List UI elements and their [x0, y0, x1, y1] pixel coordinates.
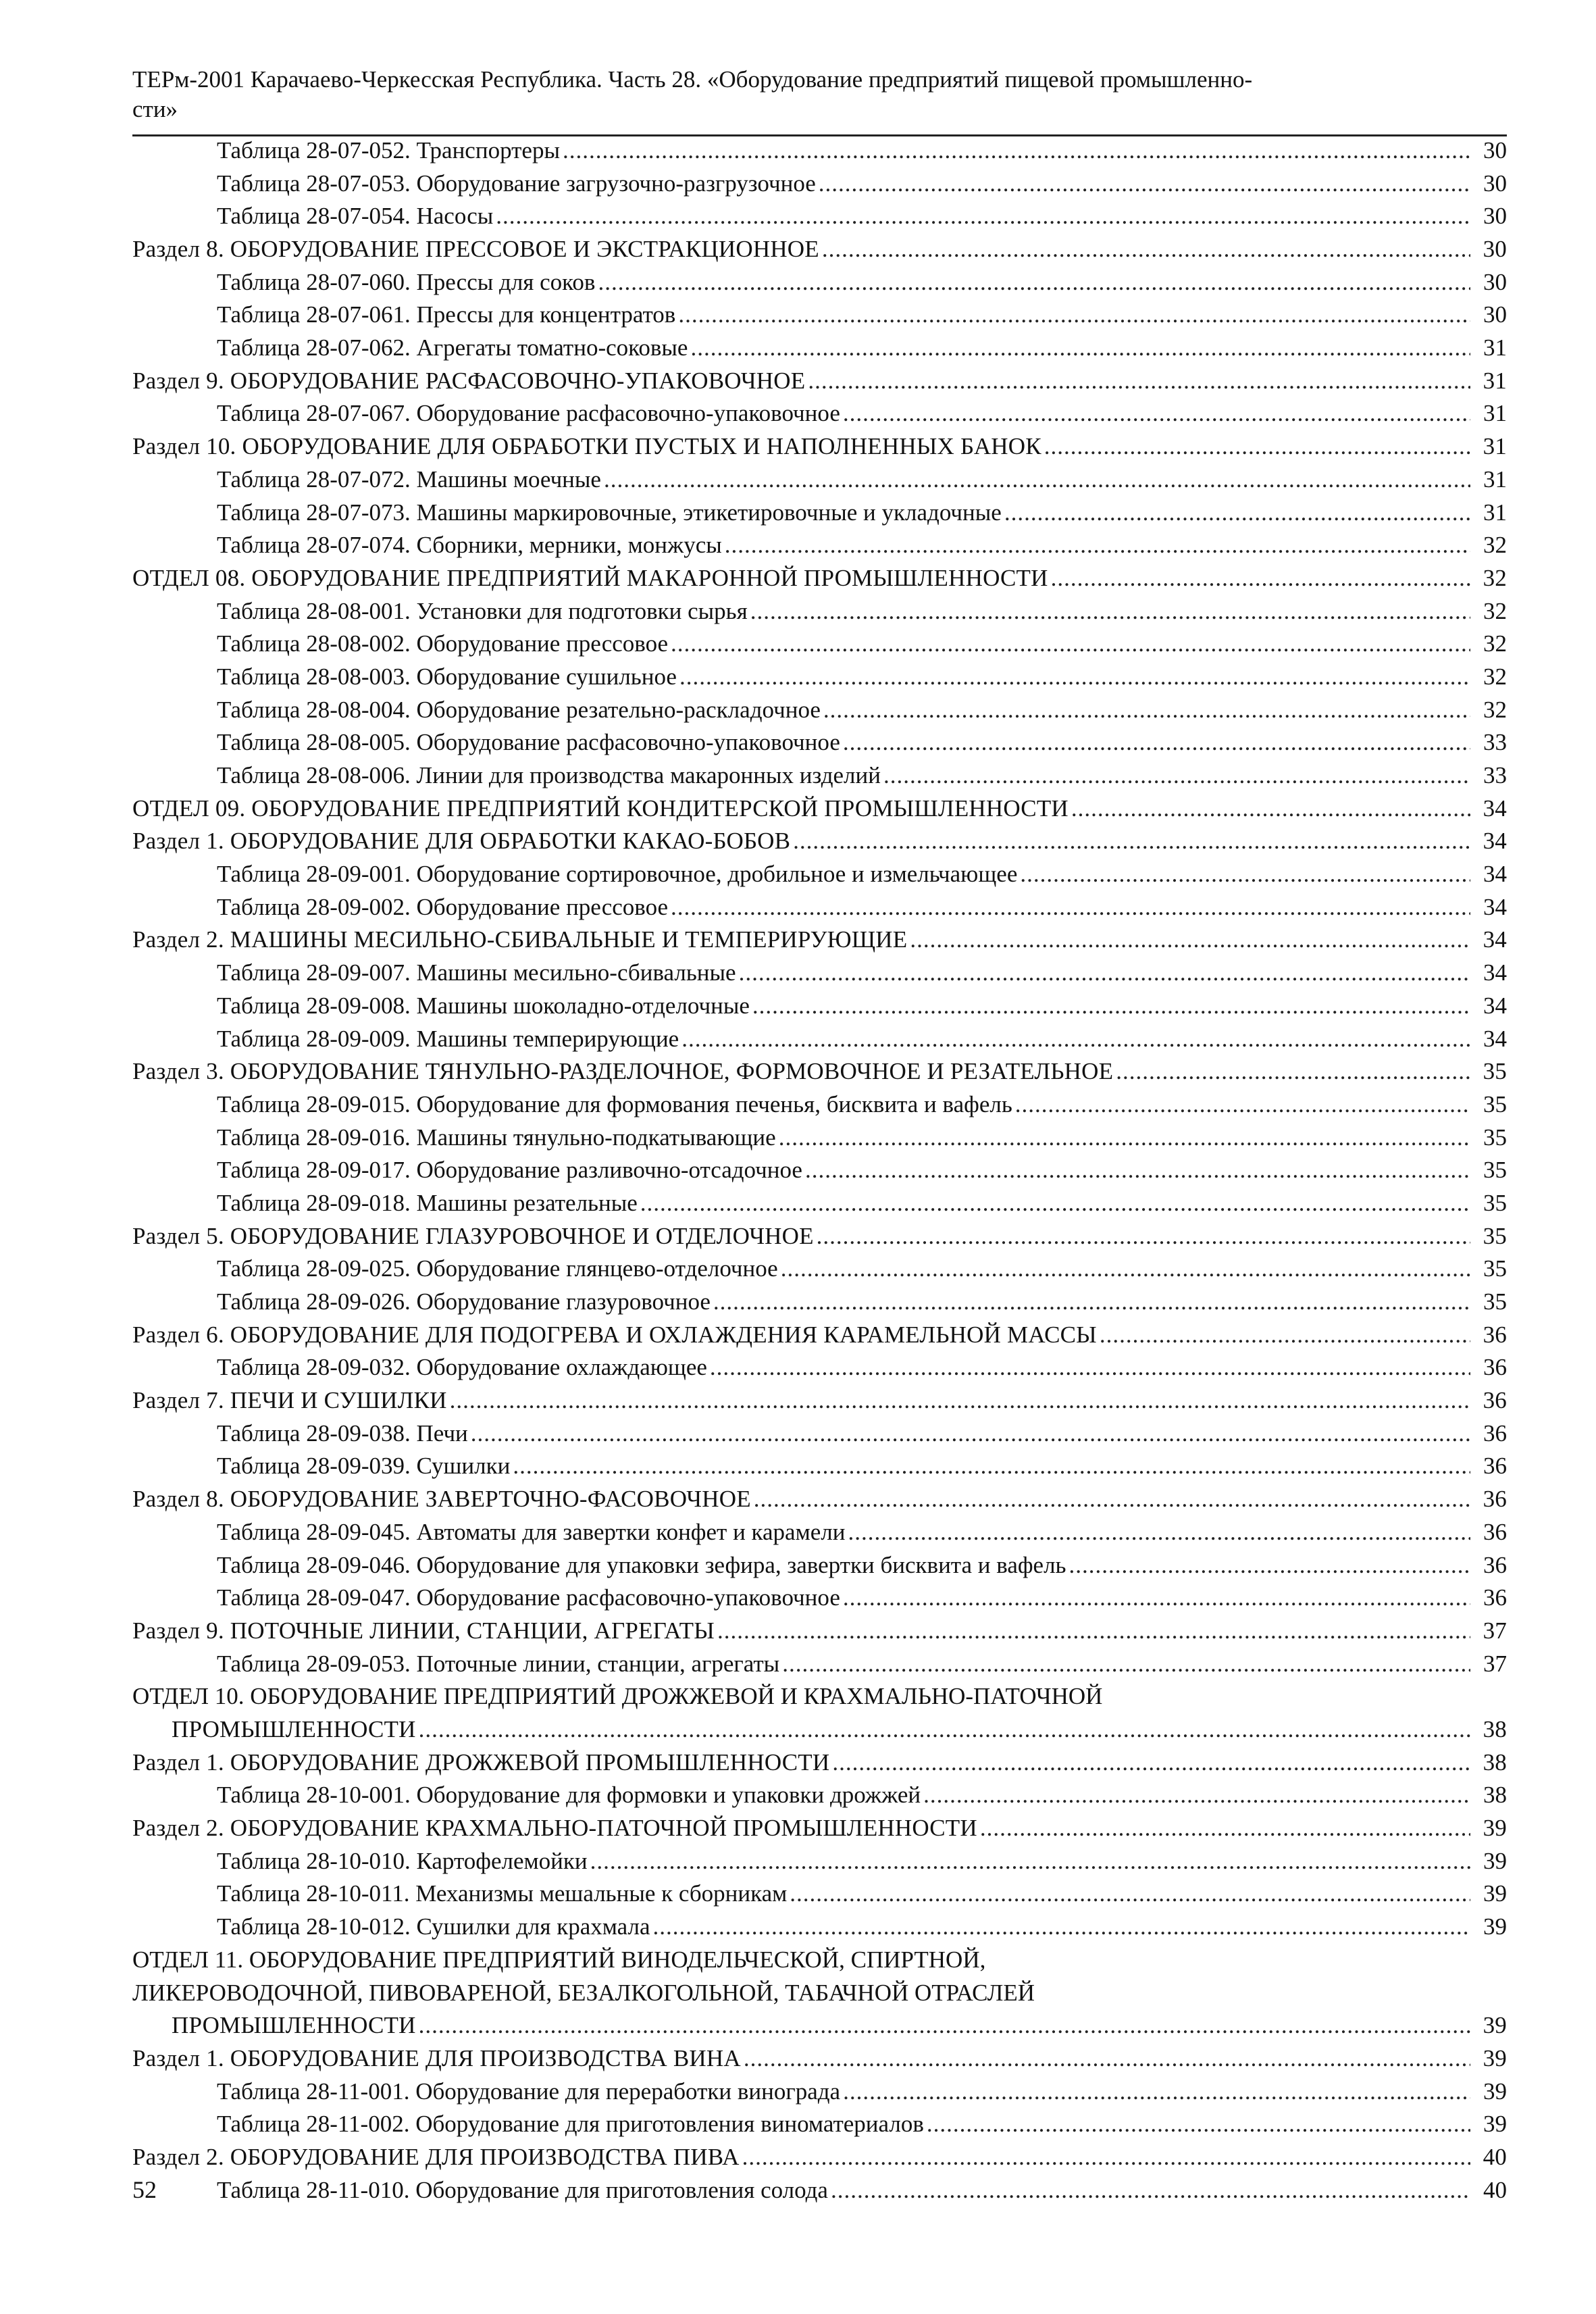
toc-page-number: 34 — [1483, 828, 1507, 855]
toc-table-entry[interactable] — [132, 1878, 1507, 1911]
dot-leader — [843, 726, 1470, 759]
toc-page-number: 32 — [1483, 630, 1507, 657]
toc-page-number: 30 — [1483, 236, 1507, 263]
toc-page-number: 39 — [1483, 1913, 1507, 1940]
toc-table-entry[interactable] — [132, 2076, 1507, 2109]
dot-leader — [1069, 1549, 1470, 1582]
toc-table-entry[interactable] — [132, 200, 1507, 233]
toc-entry-title: Раздел 9. ОБОРУДОВАНИЕ РАСФАСОВОЧНО-УПАКОВОЧНОЕ — [132, 367, 806, 394]
toc-entry-title: Раздел 8. ОБОРУДОВАНИЕ ЗАВЕРТОЧНО-ФАСОВОЧНОЕ — [132, 1486, 751, 1513]
toc-entry-title: Раздел 3. ОБОРУДОВАНИЕ ТЯНУЛЬНО-РАЗДЕЛОЧНОЕ, ФОРМОВОЧНОЕ И РЕЗАТЕЛЬНОЕ — [132, 1058, 1114, 1085]
toc-entry-title: Таблица 28-10-011. Механизмы мешальные к сборникам — [217, 1880, 788, 1907]
dot-leader — [419, 2009, 1470, 2042]
toc-page-number: 36 — [1483, 1453, 1507, 1480]
dot-leader — [604, 463, 1470, 497]
page-number: 52 — [132, 2176, 157, 2203]
toc-page-number: 39 — [1483, 2111, 1507, 2138]
toc-page-number: 31 — [1483, 367, 1507, 394]
toc-section-entry[interactable] — [132, 2009, 1507, 2042]
dot-leader — [843, 2076, 1470, 2109]
toc-entry-title: Таблица 28-09-017. Оборудование разливочно-отсадочное — [217, 1157, 802, 1184]
dot-leader — [1015, 1088, 1470, 1122]
toc-page-number: 32 — [1483, 663, 1507, 690]
toc-table-entry[interactable] — [132, 1516, 1507, 1549]
toc-section-entry[interactable] — [132, 1220, 1507, 1253]
toc-table-entry[interactable] — [132, 299, 1507, 332]
dot-leader — [671, 891, 1470, 924]
toc-section-entry[interactable] — [132, 1615, 1507, 1648]
toc-page-number: 36 — [1483, 1354, 1507, 1381]
dot-leader — [653, 1911, 1470, 1944]
toc-page-number: 35 — [1483, 1124, 1507, 1151]
toc-page-number: 40 — [1483, 2143, 1507, 2170]
toc-table-entry[interactable] — [132, 1088, 1507, 1122]
toc-entry-title: Таблица 28-07-073. Машины маркировочные, этикетировочные и укладочные — [217, 499, 1002, 526]
dot-leader — [419, 1713, 1470, 1746]
toc-table-entry[interactable] — [132, 595, 1507, 628]
toc-table-entry[interactable] — [132, 1648, 1507, 1681]
toc-table-entry[interactable] — [132, 497, 1507, 530]
toc-entry-title: Таблица 28-11-001. Оборудование для переработки винограда — [217, 2078, 841, 2105]
toc-page-number: 34 — [1483, 795, 1507, 822]
toc-entry-title: Таблица 28-08-002. Оборудование прессовое — [217, 630, 669, 657]
toc-page-number: 34 — [1483, 861, 1507, 888]
toc-entry-title: Таблица 28-09-018. Машины резательные — [217, 1189, 638, 1216]
dot-leader — [739, 957, 1470, 990]
toc-table-entry[interactable] — [132, 168, 1507, 201]
toc-table-entry[interactable] — [132, 1286, 1507, 1319]
toc-section-entry[interactable] — [132, 1483, 1507, 1516]
dot-leader — [1071, 793, 1470, 826]
dot-leader — [848, 1516, 1470, 1549]
toc-section-entry[interactable] — [132, 1713, 1507, 1746]
dot-leader — [713, 1286, 1470, 1319]
toc-section-entry[interactable] — [132, 1812, 1507, 1845]
toc-section-entry[interactable] — [132, 924, 1507, 957]
toc-page-number: 36 — [1483, 1551, 1507, 1578]
toc-page-number: 33 — [1483, 729, 1507, 756]
toc-entry-title: ОТДЕЛ 09. ОБОРУДОВАНИЕ ПРЕДПРИЯТИЙ КОНДИТЕРСКОЙ ПРОМЫШЛЕННОСТИ — [132, 795, 1069, 822]
dot-leader — [681, 1023, 1470, 1056]
dot-leader — [843, 397, 1470, 430]
toc-entry-title: Таблица 28-07-060. Прессы для соков — [217, 268, 596, 295]
toc-page-number: 32 — [1483, 597, 1507, 624]
toc-entry-title: Таблица 28-09-032. Оборудование охлаждающее — [217, 1354, 707, 1381]
toc-entry-title: Таблица 28-08-003. Оборудование сушильное — [217, 663, 677, 690]
toc-heading-line: ЛИКЕРОВОДОЧНОЙ, ПИВОВАРЕНОЙ, БЕЗАЛКОГОЛЬНОЙ, ТАБАЧНОЙ ОТРАСЛЕЙ — [132, 1979, 1035, 2006]
toc-entry-title: Раздел 1. ОБОРУДОВАНИЕ ДРОЖЖЕВОЙ ПРОМЫШЛЕННОСТИ — [132, 1749, 830, 1776]
running-header — [132, 65, 1507, 124]
toc-entry-title: Раздел 1. ОБОРУДОВАНИЕ ДЛЯ ПРОИЗВОДСТВА ВИНА — [132, 2044, 741, 2071]
toc-entry-title: Таблица 28-07-067. Оборудование расфасовочно-упаковочное — [217, 400, 840, 427]
dot-leader — [805, 1154, 1470, 1187]
toc-page-number: 38 — [1483, 1715, 1507, 1742]
dot-leader — [690, 332, 1470, 365]
toc-entry-title: Таблица 28-08-001. Установки для подготовки сырья — [217, 597, 748, 624]
toc-table-entry[interactable] — [132, 1549, 1507, 1582]
dot-leader — [1116, 1055, 1470, 1088]
toc-entry-title: Таблица 28-09-053. Поточные линии, станции, агрегаты — [217, 1650, 780, 1677]
dot-leader — [782, 1648, 1470, 1681]
toc-section-entry[interactable] — [132, 1384, 1507, 1417]
toc-table-entry[interactable] — [132, 1779, 1507, 1812]
toc-entry-title: Таблица 28-10-012. Сушилки для крахмала — [217, 1913, 650, 1940]
toc-entry-title: Раздел 1. ОБОРУДОВАНИЕ ДЛЯ ОБРАБОТКИ КАКАО-БОБОВ — [132, 828, 791, 855]
toc-table-entry[interactable] — [132, 1351, 1507, 1384]
toc-page-number: 39 — [1483, 2044, 1507, 2071]
toc-page-number: 34 — [1483, 992, 1507, 1019]
dot-leader — [513, 1450, 1470, 1483]
dot-leader — [752, 990, 1470, 1023]
dot-leader — [598, 266, 1470, 299]
dot-leader — [832, 1746, 1470, 1780]
toc-table-entry[interactable] — [132, 463, 1507, 497]
toc-page-number: 39 — [1483, 1847, 1507, 1874]
dot-leader — [671, 628, 1470, 661]
toc-entry-title: Раздел 5. ОБОРУДОВАНИЕ ГЛАЗУРОВОЧНОЕ И ОТДЕЛОЧНОЕ — [132, 1222, 814, 1249]
toc-page-number: 32 — [1483, 696, 1507, 723]
toc-page-number: 40 — [1483, 2176, 1507, 2203]
toc-page-number: 34 — [1483, 959, 1507, 986]
toc-table-entry[interactable] — [132, 134, 1507, 168]
dot-leader — [790, 1878, 1470, 1911]
toc-table-entry[interactable] — [132, 694, 1507, 727]
toc-table-entry[interactable] — [132, 1023, 1507, 1056]
dot-leader — [471, 1417, 1470, 1451]
toc-entry-title: Таблица 28-09-007. Машины месильно-сбивальные — [217, 959, 736, 986]
toc-entry-title: Таблица 28-09-046. Оборудование для упаковки зефира, завертки бисквита и вафель — [217, 1551, 1066, 1578]
toc-entry-title: Раздел 6. ОБОРУДОВАНИЕ ДЛЯ ПОДОГРЕВА И ОХЛАЖДЕНИЯ КАРАМЕЛЬНОЙ МАССЫ — [132, 1321, 1097, 1348]
toc-entry-title: Раздел 9. ПОТОЧНЫЕ ЛИНИИ, СТАНЦИИ, АГРЕГАТЫ — [132, 1617, 715, 1644]
toc-page-number: 34 — [1483, 926, 1507, 953]
dot-leader — [750, 595, 1470, 628]
dot-leader — [640, 1187, 1470, 1220]
dot-leader — [679, 661, 1470, 694]
toc-entry-title: Таблица 28-09-045. Автоматы для завертки конфет и карамели — [217, 1518, 846, 1545]
toc-entry-title: Таблица 28-11-002. Оборудование для приготовления виноматериалов — [217, 2111, 924, 2138]
toc-table-entry[interactable] — [132, 332, 1507, 365]
toc-table-entry[interactable] — [132, 1187, 1507, 1220]
dot-leader — [710, 1351, 1470, 1384]
dot-leader — [927, 2108, 1470, 2141]
running-header-line: сти» — [132, 96, 178, 122]
toc-page-number: 39 — [1483, 1815, 1507, 1842]
dot-leader — [1051, 562, 1470, 595]
toc-page-number: 34 — [1483, 893, 1507, 920]
toc-table-entry[interactable] — [132, 1253, 1507, 1286]
toc-entry-title: Таблица 28-09-008. Машины шоколадно-отделочные — [217, 992, 750, 1019]
toc-table-entry[interactable] — [132, 957, 1507, 990]
toc-entry-title: Таблица 28-07-061. Прессы для концентратов — [217, 301, 676, 328]
toc-page-number: 30 — [1483, 203, 1507, 230]
toc-page-number: 30 — [1483, 170, 1507, 197]
dot-leader — [450, 1384, 1470, 1417]
toc-table-entry[interactable] — [132, 1154, 1507, 1187]
toc-entry-title: Таблица 28-11-010. Оборудование для приготовления солода — [217, 2176, 828, 2203]
dot-leader — [754, 1483, 1470, 1516]
toc-table-entry[interactable] — [132, 628, 1507, 661]
toc-entry-title: Таблица 28-09-015. Оборудование для формования печенья, бисквита и вафель — [217, 1090, 1012, 1117]
toc-page-number: 35 — [1483, 1255, 1507, 1282]
toc-page-number: 32 — [1483, 564, 1507, 591]
toc-table-entry[interactable] — [132, 1451, 1507, 1484]
dot-leader — [910, 924, 1470, 957]
toc-heading-line: ОТДЕЛ 11. ОБОРУДОВАНИЕ ПРЕДПРИЯТИЙ ВИНОДЕЛЬЧЕСКОЙ, СПИРТНОЙ, — [132, 1946, 986, 1973]
dot-leader — [823, 694, 1470, 727]
toc-page-number: 36 — [1483, 1584, 1507, 1611]
toc-page-number: 39 — [1483, 2078, 1507, 2105]
toc-heading-line: ОТДЕЛ 10. ОБОРУДОВАНИЕ ПРЕДПРИЯТИЙ ДРОЖЖЕВОЙ И КРАХМАЛЬНО-ПАТОЧНОЙ — [132, 1683, 1103, 1710]
toc-page-number: 36 — [1483, 1518, 1507, 1545]
toc-page-number: 35 — [1483, 1157, 1507, 1184]
dot-leader — [744, 2042, 1470, 2076]
dot-leader — [817, 1220, 1470, 1253]
toc-page-number: 33 — [1483, 762, 1507, 789]
dot-leader — [779, 1122, 1470, 1155]
toc-entry-title: Раздел 8. ОБОРУДОВАНИЕ ПРЕССОВОЕ И ЭКСТРАКЦИОННОЕ — [132, 236, 819, 263]
toc-entry-title: Таблица 28-07-054. Насосы — [217, 203, 494, 230]
toc-entry-title: Таблица 28-08-005. Оборудование расфасовочно-упаковочное — [217, 729, 840, 756]
toc-entry-title: ПРОМЫШЛЕННОСТИ — [172, 2012, 416, 2039]
dot-leader — [843, 1582, 1470, 1615]
running-header-line: ТЕРм-2001 Карачаево-Черкесская Республика. Часть 28. «Оборудование предприятий пищевой промышленно- — [132, 66, 1253, 93]
toc-table-entry[interactable] — [132, 2108, 1507, 2141]
toc-section-entry[interactable] — [132, 2042, 1507, 2076]
toc-section-entry[interactable] — [132, 365, 1507, 398]
dot-leader — [883, 759, 1470, 793]
toc-section-entry[interactable] — [132, 1055, 1507, 1088]
toc-section-entry[interactable] — [132, 233, 1507, 266]
toc-page-number: 32 — [1483, 532, 1507, 559]
dot-leader — [831, 2174, 1470, 2207]
toc-table-entry[interactable] — [132, 759, 1507, 793]
toc-page-number: 35 — [1483, 1058, 1507, 1085]
toc-entry-title: Таблица 28-10-001. Оборудование для формовки и упаковки дрожжей — [217, 1782, 921, 1809]
toc-page-number: 35 — [1483, 1189, 1507, 1216]
toc-page-number: 36 — [1483, 1321, 1507, 1348]
toc-entry-title: Таблица 28-08-004. Оборудование резательно-раскладочное — [217, 696, 821, 723]
toc-page-number: 31 — [1483, 334, 1507, 361]
dot-leader — [1044, 430, 1470, 463]
dot-leader — [781, 1253, 1470, 1286]
dot-leader — [980, 1812, 1470, 1845]
toc-entry-title: Таблица 28-07-062. Агрегаты томатно-соковые — [217, 334, 688, 361]
toc-table-entry[interactable] — [132, 726, 1507, 759]
dot-leader — [678, 299, 1470, 332]
toc-entry-title: Таблица 28-07-052. Транспортеры — [217, 136, 560, 164]
toc-page-number: 35 — [1483, 1288, 1507, 1315]
dot-leader — [725, 529, 1470, 562]
toc-page-number: 36 — [1483, 1387, 1507, 1414]
toc-section-entry[interactable] — [132, 1746, 1507, 1780]
toc-entry-title: Раздел 2. МАШИНЫ МЕСИЛЬНО-СБИВАЛЬНЫЕ И ТЕМПЕРИРУЮЩИЕ — [132, 926, 908, 953]
toc-table-entry[interactable] — [132, 529, 1507, 562]
toc-page-number: 36 — [1483, 1419, 1507, 1447]
dot-leader — [822, 233, 1470, 266]
toc-page-number: 39 — [1483, 1880, 1507, 1907]
toc-entry-title: Таблица 28-09-038. Печи — [217, 1419, 468, 1447]
toc-table-entry[interactable] — [132, 990, 1507, 1023]
dot-leader — [808, 365, 1470, 398]
toc-table-entry[interactable] — [132, 1911, 1507, 1944]
toc-entry-title: Таблица 28-09-039. Сушилки — [217, 1453, 511, 1480]
toc-table-entry[interactable] — [132, 266, 1507, 299]
toc-entry-title: Таблица 28-07-053. Оборудование загрузочно-разгрузочное — [217, 170, 816, 197]
dot-leader — [717, 1615, 1470, 1648]
toc-entry-title: Таблица 28-09-025. Оборудование глянцево-отделочное — [217, 1255, 778, 1282]
toc-section-entry[interactable] — [132, 2141, 1507, 2174]
toc-entry-title: Таблица 28-09-002. Оборудование прессовое — [217, 893, 669, 920]
toc-entry-title: Раздел 2. ОБОРУДОВАНИЕ КРАХМАЛЬНО-ПАТОЧНОЙ ПРОМЫШЛЕННОСТИ — [132, 1815, 977, 1842]
toc-page-number: 36 — [1483, 1486, 1507, 1513]
toc-page-number: 39 — [1483, 2012, 1507, 2039]
toc-section-entry[interactable] — [132, 1319, 1507, 1352]
toc-table-entry[interactable] — [132, 398, 1507, 431]
toc-page-number: 31 — [1483, 400, 1507, 427]
dot-leader — [923, 1779, 1470, 1812]
toc-entry-title: Раздел 10. ОБОРУДОВАНИЕ ДЛЯ ОБРАБОТКИ ПУСТЫХ И НАПОЛНЕННЫХ БАНОК — [132, 433, 1041, 460]
dot-leader — [590, 1845, 1470, 1878]
toc-page-number: 31 — [1483, 499, 1507, 526]
toc-entry-title: Таблица 28-07-072. Машины моечные — [217, 466, 601, 493]
toc-page-number: 34 — [1483, 1025, 1507, 1052]
toc-table-entry[interactable] — [132, 2174, 1507, 2207]
toc-entry-title: Таблица 28-09-009. Машины темперирующие — [217, 1025, 679, 1052]
toc-section-entry[interactable] — [132, 825, 1507, 858]
table-of-contents — [132, 134, 1507, 2207]
toc-page-number: 37 — [1483, 1617, 1507, 1644]
toc-entry-title: ОТДЕЛ 08. ОБОРУДОВАНИЕ ПРЕДПРИЯТИЙ МАКАРОННОЙ ПРОМЫШЛЕННОСТИ — [132, 564, 1048, 591]
toc-entry-title: Таблица 28-09-001. Оборудование сортировочное, дробильное и измельчающее — [217, 861, 1018, 888]
toc-page-number: 30 — [1483, 268, 1507, 295]
dot-leader — [819, 168, 1470, 201]
dot-leader — [742, 2141, 1470, 2174]
toc-entry-title: Таблица 28-09-047. Оборудование расфасовочно-упаковочное — [217, 1584, 840, 1611]
dot-leader — [793, 825, 1470, 858]
toc-section-entry[interactable] — [132, 562, 1507, 595]
toc-table-entry[interactable] — [132, 891, 1507, 924]
toc-entry-title: Таблица 28-08-006. Линии для производства макаронных изделий — [217, 762, 881, 789]
toc-entry-title: Раздел 2. ОБОРУДОВАНИЕ ДЛЯ ПРОИЗВОДСТВА ПИВА — [132, 2143, 740, 2170]
toc-page-number: 31 — [1483, 433, 1507, 460]
dot-leader — [563, 134, 1470, 168]
dot-leader — [1020, 858, 1470, 891]
toc-entry-title: Таблица 28-10-010. Картофелемойки — [217, 1847, 588, 1874]
toc-page-number: 31 — [1483, 466, 1507, 493]
toc-page-number: 37 — [1483, 1650, 1507, 1677]
dot-leader — [496, 200, 1470, 233]
toc-table-entry[interactable] — [132, 1845, 1507, 1878]
toc-entry-title: ПРОМЫШЛЕННОСТИ — [172, 1715, 416, 1742]
toc-entry-title: Таблица 28-09-016. Машины тянульно-подкатывающие — [217, 1124, 776, 1151]
toc-page-number: 35 — [1483, 1090, 1507, 1117]
toc-page-number: 30 — [1483, 301, 1507, 328]
toc-table-entry[interactable] — [132, 661, 1507, 694]
dot-leader — [1004, 497, 1470, 530]
toc-page-number: 35 — [1483, 1222, 1507, 1249]
toc-section-entry[interactable] — [132, 793, 1507, 826]
toc-table-entry[interactable] — [132, 1122, 1507, 1155]
toc-entry-title: Раздел 7. ПЕЧИ И СУШИЛКИ — [132, 1387, 447, 1414]
toc-section-entry[interactable] — [132, 430, 1507, 463]
dot-leader — [1100, 1319, 1470, 1352]
toc-table-entry[interactable] — [132, 858, 1507, 891]
toc-page-number: 38 — [1483, 1749, 1507, 1776]
toc-entry-title: Таблица 28-07-074. Сборники, мерники, монжусы — [217, 532, 722, 559]
toc-table-entry[interactable] — [132, 1582, 1507, 1615]
toc-page-number: 30 — [1483, 136, 1507, 164]
toc-table-entry[interactable] — [132, 1417, 1507, 1451]
toc-entry-title: Таблица 28-09-026. Оборудование глазуровочное — [217, 1288, 711, 1315]
toc-page-number: 38 — [1483, 1782, 1507, 1809]
